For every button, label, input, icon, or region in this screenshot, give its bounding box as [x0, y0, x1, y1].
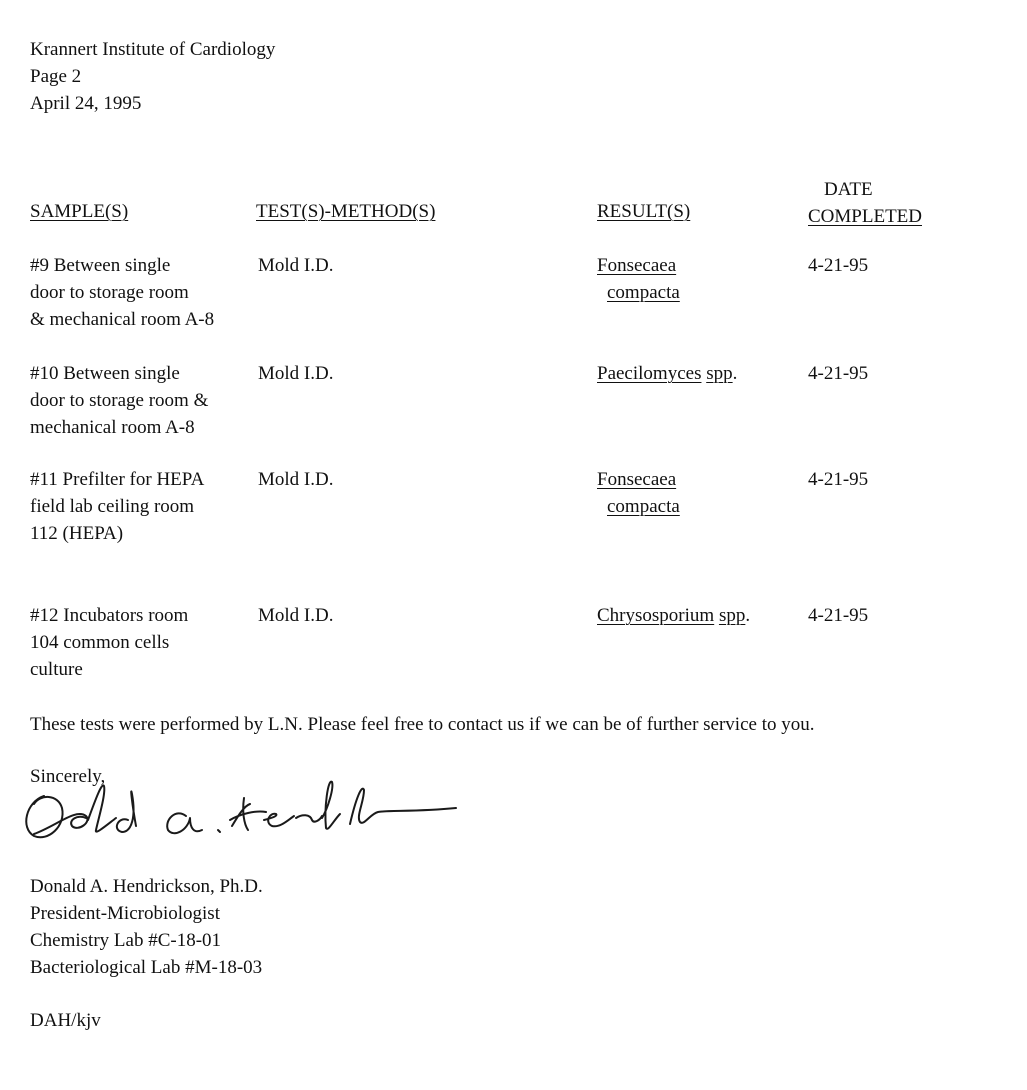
header-date-top: DATE	[824, 179, 873, 200]
test-cell: Mold I.D.	[258, 469, 334, 490]
sample-line: #12 Incubators room	[30, 605, 189, 626]
sample-cell	[30, 360, 208, 441]
test-cell: Mold I.D.	[258, 605, 334, 626]
test-cell: Mold I.D.	[258, 363, 334, 384]
result-species: compacta	[607, 282, 680, 303]
chemistry-lab-number: Chemistry Lab #C-18-01	[30, 930, 222, 951]
date-cell: 4-21-95	[808, 363, 869, 384]
sample-line: & mechanical room A-8	[30, 309, 215, 330]
signatory-block	[30, 873, 263, 981]
sample-line: #11 Prefilter for HEPA	[30, 469, 205, 490]
result-species: compacta	[607, 496, 680, 517]
result-cell	[597, 252, 680, 306]
sample-line: #10 Between single	[30, 363, 180, 384]
sample-line: culture	[30, 659, 83, 680]
date-cell: 4-21-95	[808, 469, 869, 490]
header-date	[808, 176, 948, 230]
header-test: TEST(S)-METHOD(S)	[256, 201, 436, 222]
sample-cell	[30, 252, 214, 333]
result-species: spp	[718, 605, 746, 626]
result-cell: Chrysosporium spp.	[597, 605, 751, 626]
signatory-name: Donald A. Hendrickson, Ph.D.	[30, 876, 263, 897]
result-species: spp	[706, 363, 733, 384]
sample-line: mechanical room A-8	[30, 417, 195, 438]
signatory-title: President-Microbiologist	[30, 903, 220, 924]
table-row	[0, 252, 1027, 342]
salutation: Sincerely,	[30, 766, 106, 787]
sample-line: door to storage room &	[30, 390, 209, 411]
table-row	[0, 360, 1027, 450]
sample-line: 104 common cells	[30, 632, 170, 653]
sample-line: #9 Between single	[30, 255, 171, 276]
bacteriological-lab-number: Bacteriological Lab #M-18-03	[30, 957, 263, 978]
sample-line: door to storage room	[30, 282, 189, 303]
sample-line: 112 (HEPA)	[30, 523, 124, 544]
reference-initials: DAH/kjv	[30, 1010, 101, 1031]
result-genus: Fonsecaea	[597, 255, 677, 276]
result-genus: Fonsecaea	[597, 469, 677, 490]
sample-cell	[30, 466, 204, 547]
page-number: Page 2	[30, 66, 82, 87]
header-date-bottom: COMPLETED	[808, 206, 922, 227]
header-result: RESULT(S)	[597, 201, 691, 222]
result-genus: Chrysosporium	[597, 605, 715, 626]
table-row	[0, 602, 1027, 692]
sample-cell	[30, 602, 188, 683]
table-row	[0, 466, 1027, 556]
recipient-name: Krannert Institute of Cardiology	[30, 39, 276, 60]
date-cell: 4-21-95	[808, 255, 869, 276]
header-sample: SAMPLE(S)	[30, 201, 129, 222]
letter-date: April 24, 1995	[30, 93, 142, 114]
test-cell: Mold I.D.	[258, 255, 334, 276]
closing-statement: These tests were performed by L.N. Please feel free to contact us if we can be of further service to you.	[30, 714, 815, 735]
signature-image	[16, 768, 466, 848]
result-cell: Paecilomyces spp.	[597, 363, 738, 384]
result-genus: Paecilomyces	[597, 363, 702, 384]
result-cell	[597, 466, 680, 520]
sample-line: field lab ceiling room	[30, 496, 195, 517]
date-cell: 4-21-95	[808, 605, 869, 626]
letterhead	[30, 36, 275, 117]
